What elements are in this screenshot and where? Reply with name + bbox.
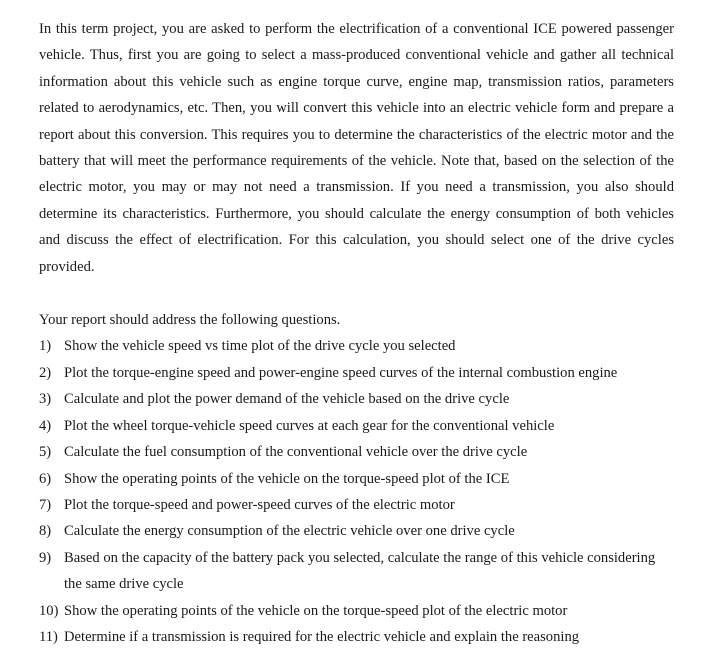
question-number: 3) (39, 391, 52, 408)
question-item-8 (39, 518, 674, 544)
questions-list (39, 333, 674, 650)
questions-lead: Your report should address the following questions. (39, 312, 341, 329)
question-item-2 (39, 360, 674, 386)
question-number: 9) (39, 549, 52, 566)
question-item-9 (39, 545, 674, 598)
question-text: Show the operating points of the vehicle on the torque-speed plot of the ICE (64, 470, 510, 487)
question-item-7 (39, 492, 674, 518)
question-text: Show the vehicle speed vs time plot of the drive cycle you selected (64, 338, 456, 355)
question-item-1 (39, 333, 674, 359)
question-item-4 (39, 413, 674, 439)
question-number: 4) (39, 417, 52, 434)
question-text: Plot the torque-speed and power-speed curves of the electric motor (64, 496, 455, 513)
question-item-5 (39, 439, 674, 465)
question-item-3 (39, 386, 674, 412)
question-number: 2) (39, 364, 52, 381)
question-number: 11) (39, 628, 58, 645)
question-text: Plot the torque-engine speed and power-engine speed curves of the internal combustion engine (64, 364, 618, 381)
question-number: 10) (39, 602, 59, 619)
question-text: Calculate and plot the power demand of the vehicle based on the drive cycle (64, 391, 510, 408)
question-text: Show the operating points of the vehicle on the torque-speed plot of the electric motor (64, 602, 568, 619)
intro-paragraph: In this term project, you are asked to perform the electrification of a conventional ICE powered passenger vehicle. Thus, first you are going to select a mass-produced conventional vehicle and gather all technical information about this vehicle such as engine torque curve, engine map, transmission ratios, parameters related to aerodynamics, etc. Then, you will convert this vehicle into an electric vehicle form and prepare a report about this conversion. This requires you to determine the characteristics of the electric motor and the battery that will meet the performance requirements of the vehicle. Note that, based on the selection of the electric motor, you may or may not need a transmission. If you need a transmission, you also should determine its characteristics. Furthermore, you should calculate the energy consumption of both vehicles and discuss the effect of electrification. For this calculation, you should select one of the drive cycles provided. (39, 21, 674, 275)
question-text: Determine if a transmission is required for the electric vehicle and explain the reasoning (64, 628, 580, 645)
question-text: Based on the capacity of the battery pack you selected, calculate the range of this vehicle considering the same drive cycle (64, 549, 656, 593)
question-text: Calculate the energy consumption of the electric vehicle over one drive cycle (64, 523, 515, 540)
question-item-11 (39, 624, 674, 650)
question-text: Calculate the fuel consumption of the conventional vehicle over the drive cycle (64, 444, 528, 461)
question-item-10 (39, 598, 674, 624)
question-number: 7) (39, 496, 52, 513)
question-text: Plot the wheel torque-vehicle speed curves at each gear for the conventional vehicle (64, 417, 555, 434)
question-number: 1) (39, 338, 52, 355)
question-item-6 (39, 466, 674, 492)
question-number: 8) (39, 523, 52, 540)
question-number: 5) (39, 444, 52, 461)
question-number: 6) (39, 470, 52, 487)
